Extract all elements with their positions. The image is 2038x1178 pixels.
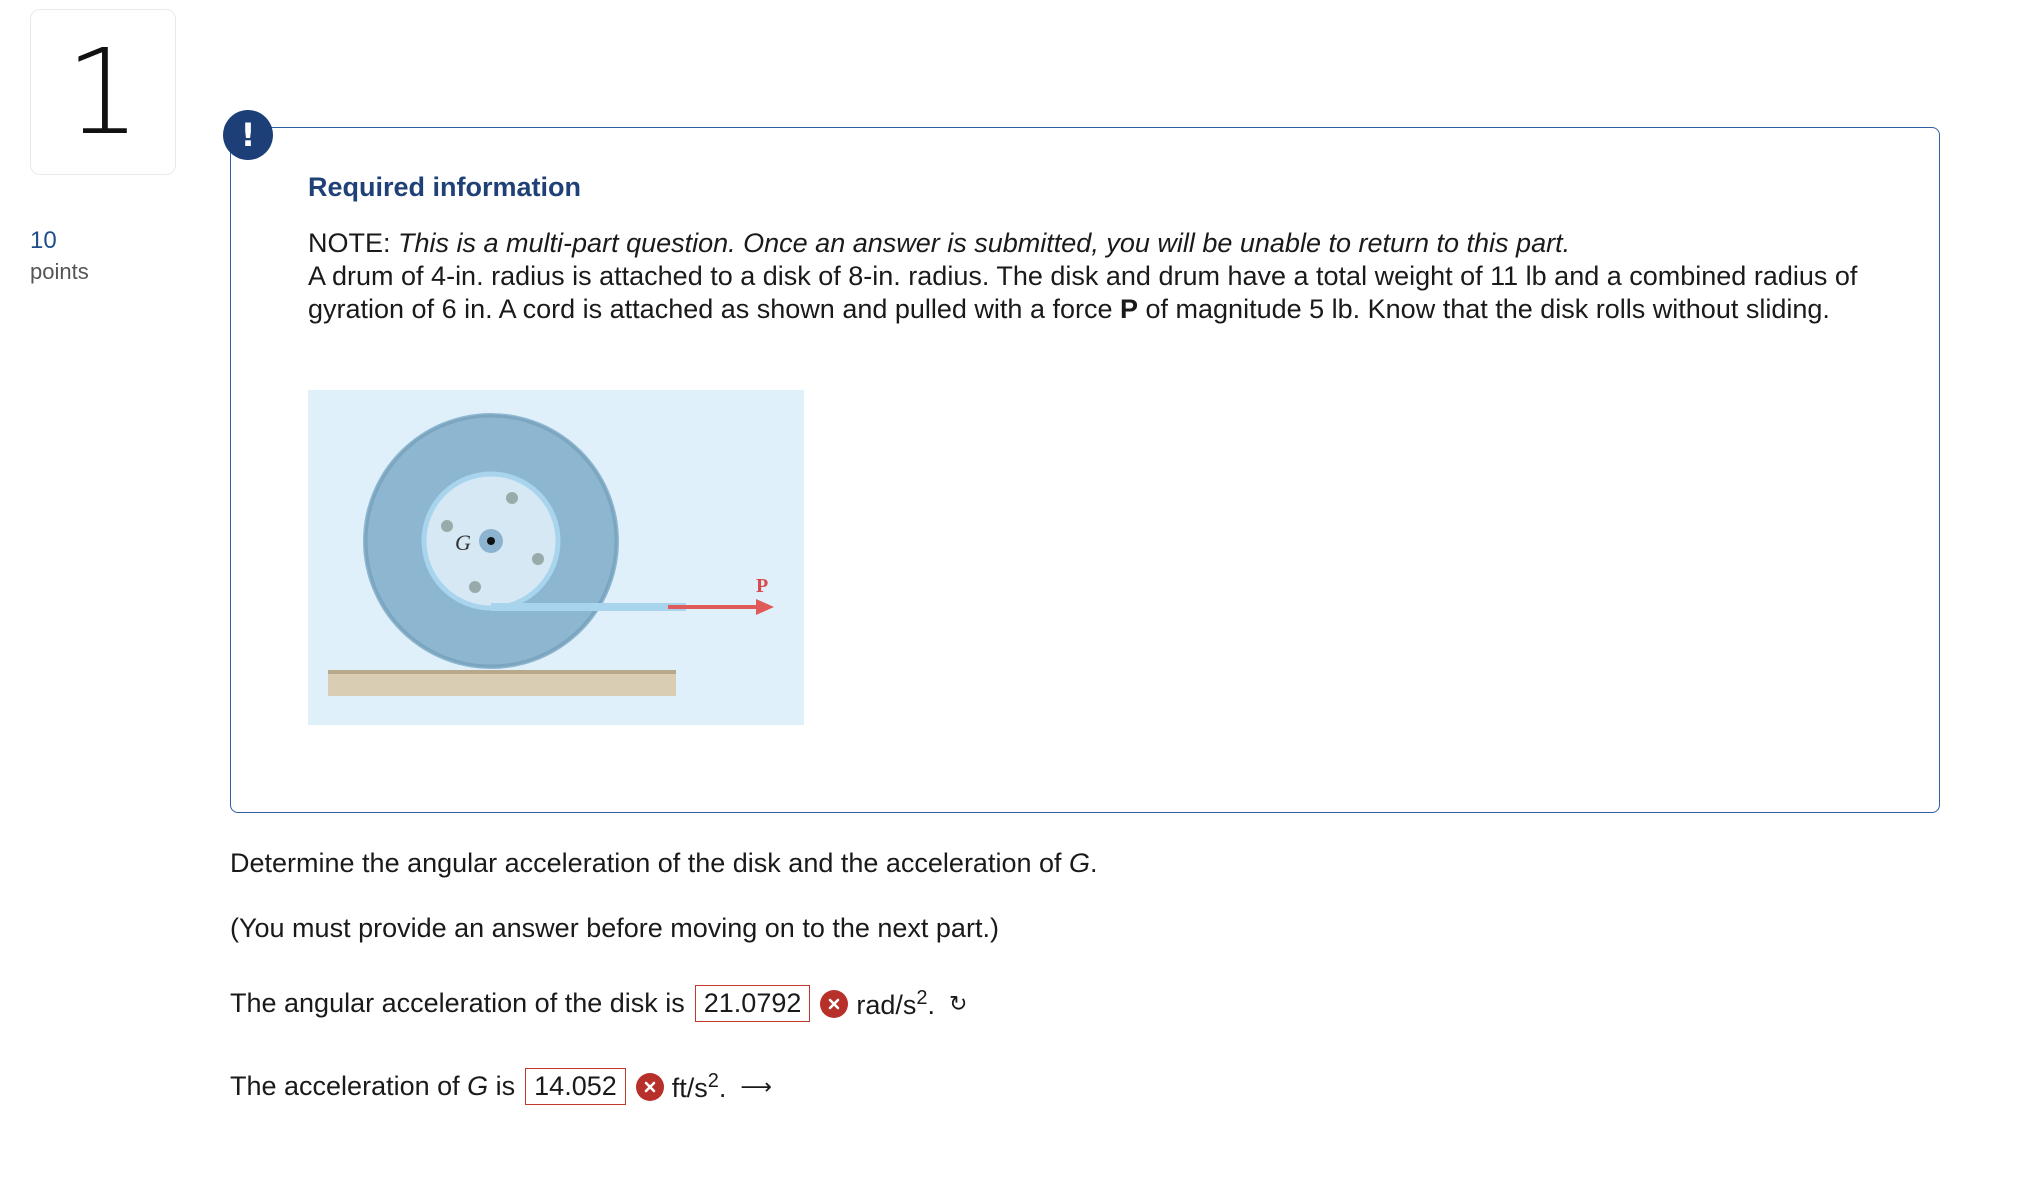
ground-edge (328, 670, 676, 674)
incorrect-icon (820, 990, 848, 1018)
prompt-instruction: (You must provide an answer before moving on to the next part.) (230, 913, 999, 943)
incorrect-icon (636, 1073, 664, 1101)
alert-icon: ! (223, 110, 273, 160)
problem-figure (308, 390, 804, 725)
note-text: This is a multi-part question. Once an answer is submitted, you will be unable to return to this part. (398, 228, 1571, 258)
note-prefix: NOTE: (308, 228, 399, 258)
force-variable: P (1120, 294, 1139, 324)
force-label: P (756, 575, 769, 597)
note-line (308, 227, 1908, 260)
bolt-2 (441, 520, 453, 532)
answer-label: The angular acceleration of the disk is (230, 988, 685, 1018)
unit-label: rad/$s^2$. (856, 986, 936, 1020)
cord (491, 603, 686, 611)
prompt-text-2: . (1090, 848, 1098, 878)
answer-label: The acceleration of G is (230, 1071, 516, 1101)
acceleration-g-input[interactable]: 14.052 (525, 1068, 626, 1105)
question-number-box (30, 9, 176, 175)
clockwise-arrow-icon: ↻ (949, 990, 968, 1016)
right-arrow-icon: ⟶ (740, 1073, 772, 1099)
required-info-title: Required information (308, 172, 582, 202)
disk-drum-diagram (308, 390, 804, 725)
problem-body-text-1: A drum of 4-in. radius is attached to a disk of 8-in. radius. The disk and drum have a total weight of 11 lb and a combined radius of gyration of 6 in. A cord is attached as shown and pulled with a force (308, 261, 1858, 324)
prompt-variable: G (1069, 848, 1091, 878)
answer-row-acceleration-g (230, 1068, 772, 1105)
center-point (487, 537, 495, 545)
center-label: G (455, 530, 471, 555)
answer-row-angular-acceleration (230, 985, 967, 1022)
problem-body (308, 260, 1908, 326)
question-number: 1 (65, 23, 141, 161)
bolt-1 (506, 492, 518, 504)
problem-body-text-2: of magnitude 5 lb. Know that the disk rolls without sliding. (1138, 294, 1830, 324)
bolt-3 (532, 553, 544, 565)
points-label: points (30, 259, 89, 284)
prompt-text-1: Determine the angular acceleration of the disk and the acceleration of (230, 848, 1070, 878)
bolt-4 (469, 581, 481, 593)
problem-statement (308, 227, 1908, 326)
unit-label: $ft/s^2$. (671, 1069, 727, 1103)
points-value: 10 (30, 227, 57, 254)
question-prompt (230, 848, 1098, 879)
force-arrow-head (756, 599, 774, 615)
angular-acceleration-input[interactable]: 21.0792 (695, 985, 811, 1022)
